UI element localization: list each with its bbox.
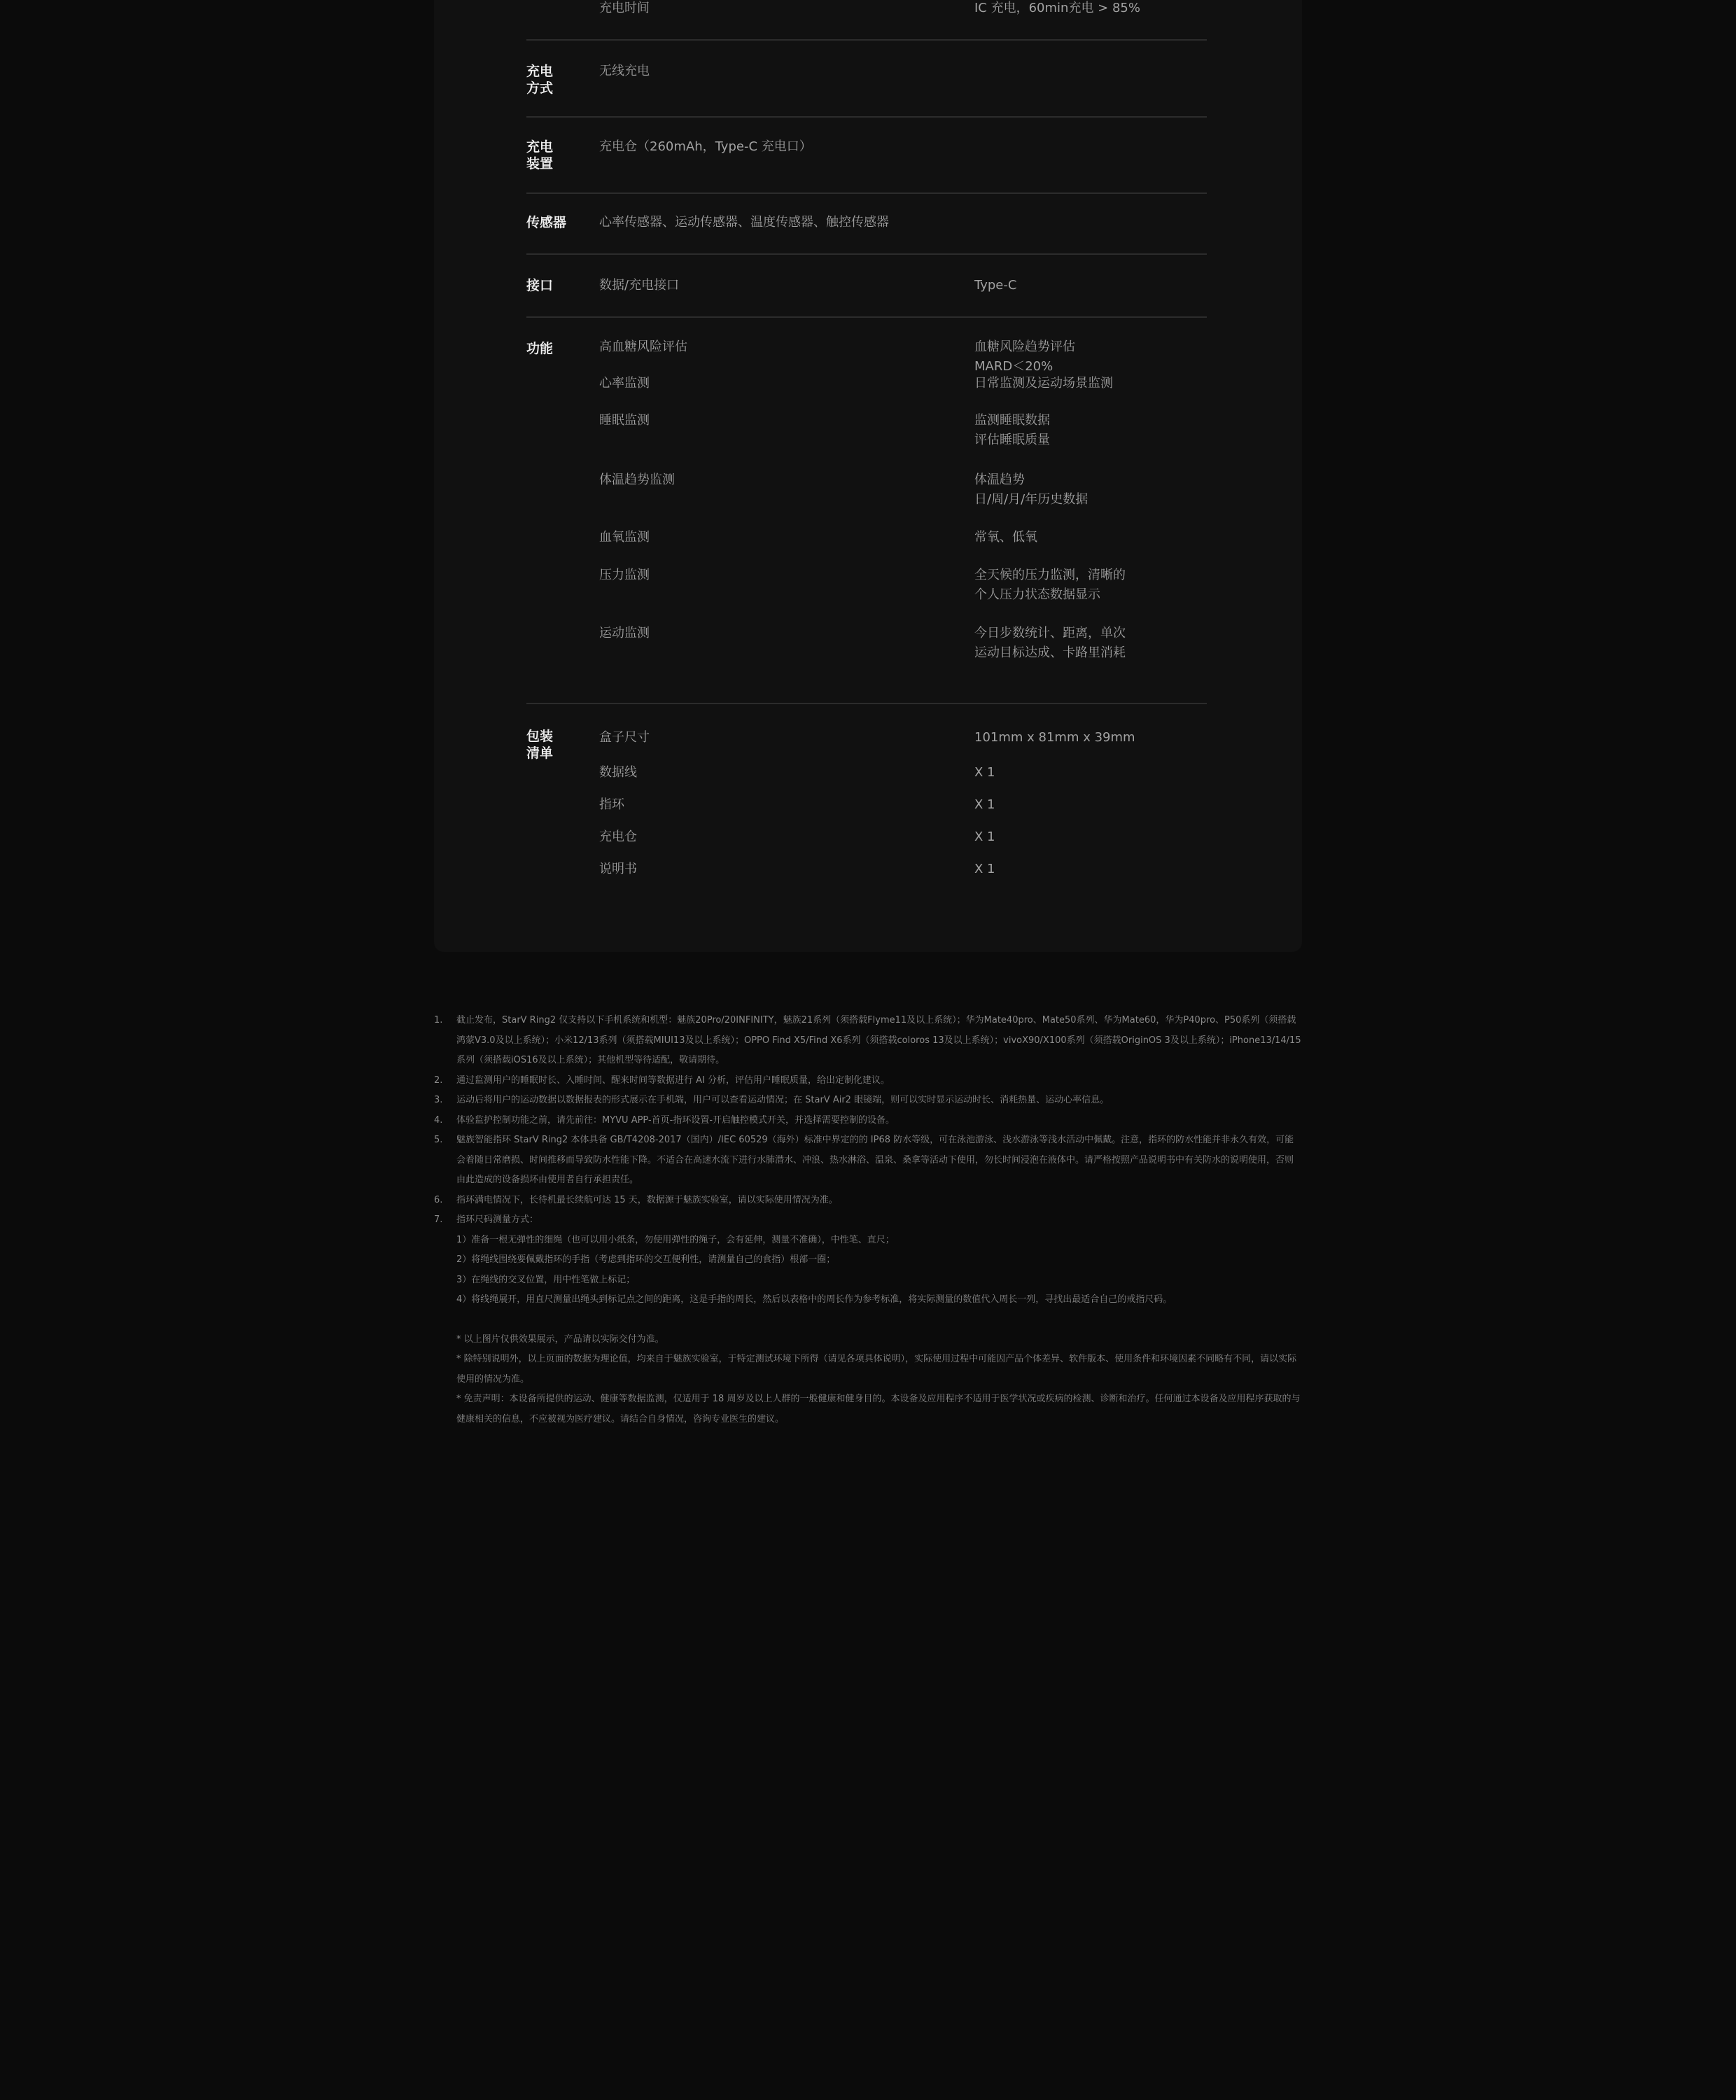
function-value (974, 374, 1113, 393)
value-line: 体温趋势 (974, 472, 1025, 487)
disclaimer: * 免责声明：本设备所提供的运动、健康等数据监测，仅适用于 18 周岁及以上人群的一般健康和健身目的。本设备及应用程序不适用于医学状况或疾病的检测、诊断和治疗。任何通过本设备及应用程序获取的与健康相关的信息，不应被视为医疗建议。请结合自身情况，咨询专业医生的建议。 (456, 1394, 1301, 1424)
footnote-number: 7. (434, 1214, 443, 1225)
footnote-number: 2. (434, 1074, 443, 1086)
row-name: 心率传感器、运动传感器、温度传感器、触控传感器 (599, 215, 889, 230)
value-line: 运动目标达成、卡路里消耗 (974, 645, 1126, 660)
footnote-text: 截止发布，StarV Ring2 仅支持以下手机系统和机型：魅族20Pro/20INFINITY，魅族21系列（须搭载Flyme11及以上系统）；华为Mate40pro、Mate50系列、华为Mate60，华为P40pro、P50系列（须搭载鸿蒙V3.0及以上系统）；小米12/13系列（须搭载MIUI13及以上系统）；OPPO Find X5/Find X6系列（须搭载coloros 13及以上系统）；vivoX90/X100系列（须搭载OriginOS 3及以上系统）；iPhone13/14/15系列（须搭载iOS16及以上系统）；其他机型等待适配，敬请期待。 (456, 1015, 1301, 1065)
value-line: 个人压力状态数据显示 (974, 587, 1100, 602)
package-item-value: X 1 (974, 765, 995, 780)
function-name: 高血糖风险评估 (599, 340, 687, 354)
section-label: 传感器 (526, 215, 567, 230)
value-line: 监测睡眠数据 (974, 413, 1050, 428)
footnote-text: 指环尺码测量方式： (456, 1214, 539, 1225)
section-label: 功能 (526, 341, 554, 356)
value-line: 日常监测及运动场景监测 (974, 376, 1113, 391)
section-label: 包装 清单 (526, 729, 554, 761)
function-name: 血氧监测 (599, 530, 650, 545)
footnote-text: 魅族智能指环 StarV Ring2 本体具备 GB/T4208-2017（国内）/IEC 60529（海外）标准中界定的的 IP68 防水等级，可在泳池游泳、浅水游泳等浅水活动中佩戴。注意，指环的防水性能并非永久有效，可能会着随日常磨损、时间推移而导致防水性能下降。不适合在高速水流下进行水肺潜水、冲浪、热水淋浴、温泉、桑拿等活动下使用，勿长时间浸泡在液体中。请严格按照产品说明书中有关防水的说明使用，否则由此造成的设备损坏由使用者自行承担责任。 (456, 1135, 1294, 1185)
function-value (974, 528, 1037, 547)
function-name: 睡眠监测 (599, 413, 650, 428)
footnotes (434, 1011, 1302, 1429)
footnote (434, 1071, 1302, 1091)
footnote (434, 1111, 1302, 1131)
divider (526, 253, 1207, 255)
value-line: 血糖风险趋势评估 (974, 340, 1075, 354)
divider (526, 39, 1207, 41)
row-value: Type-C (974, 278, 1017, 293)
footnote-number: 6. (434, 1194, 443, 1205)
footnote-number: 3. (434, 1095, 443, 1105)
footnote-text: 指环满电情况下，长待机最长续航可达 15 天，数据源于魅族实验室，请以实际使用情况为准。 (456, 1194, 838, 1205)
footnote-text: 运动后将用户的运动数据以数据报表的形式展示在手机端，用户可以查看运动情况；在 StarV Air2 眼镜端，则可以实时显示运动时长、消耗热量、运动心率信息。 (456, 1095, 1110, 1105)
function-value (974, 470, 1088, 510)
package-item-value: X 1 (974, 797, 995, 812)
function-name: 心率监测 (599, 376, 650, 391)
package-item-value: X 1 (974, 830, 995, 844)
value-line: 全天候的压力监测，清晰的 (974, 568, 1126, 582)
footnote-number: 5. (434, 1135, 443, 1145)
sizing-step: 4）将线绳展开，用直尺测量出绳头到标记点之间的距离，这是手指的周长，然后以表格中的周长作为参考标准，将实际测量的数值代入周长一列，寻找出最适合自己的戒指尺码。 (456, 1294, 1172, 1305)
package-item-name: 数据线 (599, 765, 637, 780)
value-line: 评估睡眠质量 (974, 433, 1050, 447)
divider (526, 116, 1207, 118)
section-label: 接口 (526, 278, 554, 293)
function-value (974, 411, 1050, 450)
package-item-name: 盒子尺寸 (599, 730, 650, 745)
disclaimer: * 以上图片仅供效果展示，产品请以实际交付为准。 (456, 1334, 664, 1345)
row-value: IC 充电，60min充电 > 85% (974, 1, 1140, 15)
package-item-value: 101mm x 81mm x 39mm (974, 730, 1135, 745)
footnote (434, 1130, 1302, 1191)
package-item-name: 指环 (599, 797, 624, 812)
divider (526, 192, 1207, 194)
section-label: 充电 装置 (526, 139, 554, 172)
disclaimer: * 除特别说明外，以上页面的数据为理论值，均来自于魅族实验室，于特定测试环境下所得（请见各项具体说明），实际使用过程中可能因产品个体差异、软件版本、使用条件和环境因素不同略有不同，请以实际使用的情况为准。 (456, 1354, 1297, 1385)
footnote (434, 1191, 1302, 1211)
footnote-number: 1. (434, 1015, 443, 1026)
divider (526, 316, 1207, 318)
row-name: 数据/充电接口 (599, 278, 680, 293)
package-item-name: 说明书 (599, 862, 637, 876)
function-value (974, 566, 1126, 605)
value-line: MARD＜20% (974, 359, 1054, 374)
footnote-text: 通过监测用户的睡眠时长、入睡时间、醒来时间等数据进行 AI 分析，评估用户睡眠质量，给出定制化建议。 (456, 1074, 890, 1086)
function-value (974, 337, 1075, 377)
value-line: 常氧、低氧 (974, 530, 1037, 545)
footnote-text: 体验监护控制功能之前，请先前往：MYVU APP-首页-指环设置-开启触控模式开关，并选择需要控制的设备。 (456, 1114, 895, 1126)
row-name: 充电仓（260mAh，Type-C 充电口） (599, 139, 812, 154)
spacer (434, 1310, 1302, 1330)
function-name: 体温趋势监测 (599, 472, 675, 487)
package-item-name: 充电仓 (599, 830, 637, 844)
section-label: 充电 方式 (526, 64, 554, 96)
function-value (974, 624, 1126, 663)
footnote (434, 1091, 1302, 1111)
sizing-step: 1）准备一根无弹性的细绳（也可以用小纸条，勿使用弹性的绳子，会有延伸，测量不准确），中性笔、直尺； (456, 1234, 895, 1245)
function-name: 压力监测 (599, 568, 650, 582)
footnote (434, 1210, 1302, 1231)
footnote-number: 4. (434, 1114, 443, 1126)
value-line: 日/周/月/年历史数据 (974, 492, 1088, 507)
divider (526, 703, 1207, 704)
footnote (434, 1011, 1302, 1071)
function-name: 运动监测 (599, 626, 650, 640)
package-item-value: X 1 (974, 862, 995, 876)
sizing-step: 2）将绳线围绕要佩戴指环的手指（考虑到指环的交互便利性，请测量自己的食指）根部一圈； (456, 1254, 836, 1265)
sizing-step: 3）在绳线的交叉位置，用中性笔做上标记； (456, 1274, 636, 1285)
value-line: 今日步数统计、距离，单次 (974, 626, 1126, 640)
row-name: 充电时间 (599, 1, 650, 15)
row-name: 无线充电 (599, 64, 650, 78)
